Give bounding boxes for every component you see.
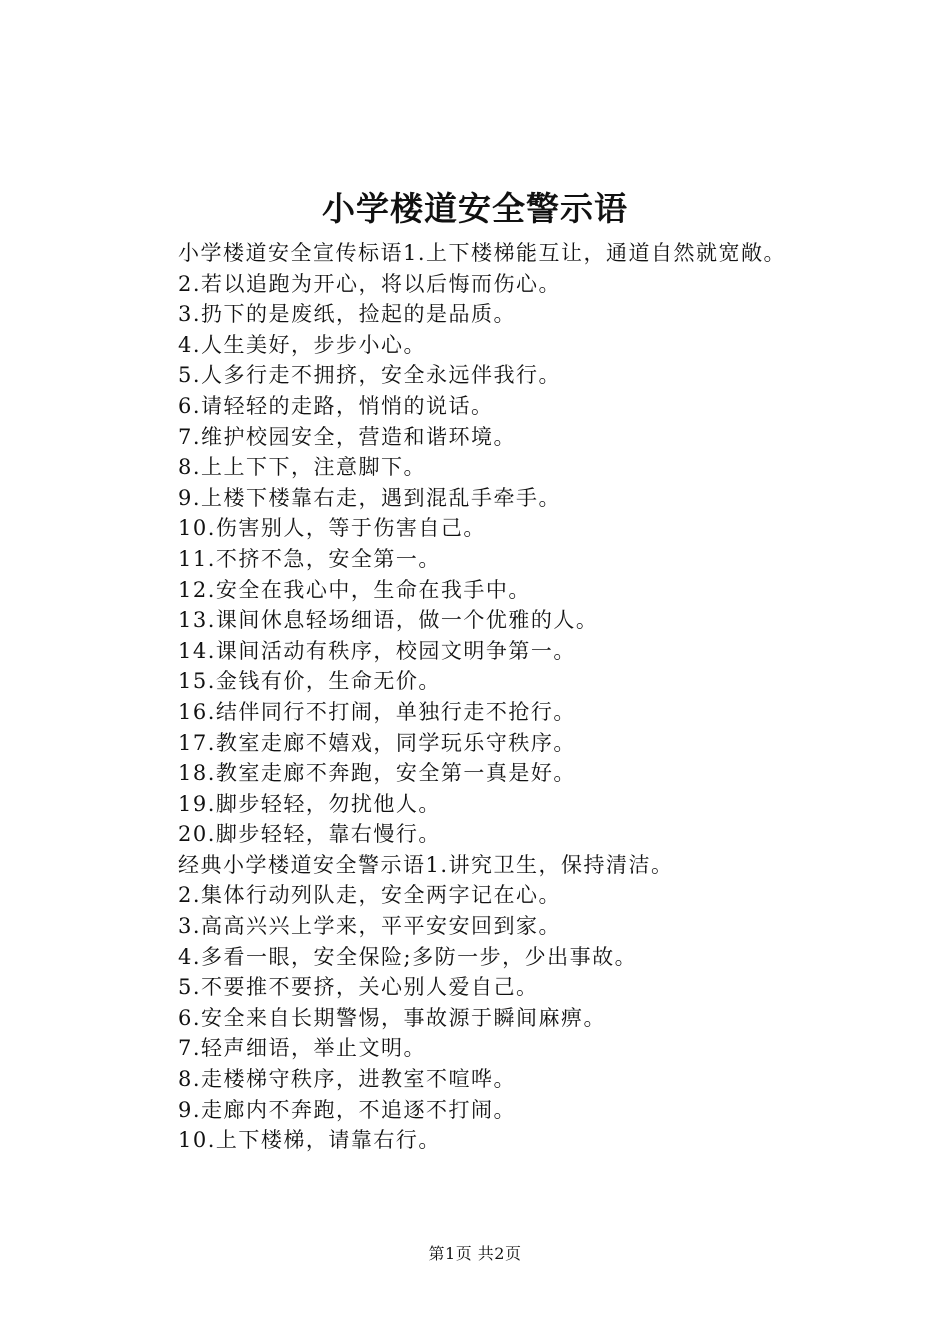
slogan-line: 14.课间活动有秩序，校园文明争第一。 <box>178 638 576 663</box>
slogan-line: 10.伤害别人，等于伤害自己。 <box>178 516 486 541</box>
slogan-line: 16.结伴同行不打闹，单独行走不抢行。 <box>178 699 576 724</box>
slogan-line: 17.教室走廊不嬉戏，同学玩乐守秩序。 <box>178 730 576 755</box>
slogan-line: 8.走楼梯守秩序，进教室不喧哗。 <box>178 1067 517 1092</box>
slogan-line: 3.高高兴兴上学来，平平安安回到家。 <box>178 914 562 939</box>
slogan-line: 5.人多行走不拥挤，安全永远伴我行。 <box>178 363 562 388</box>
page-footer: 第1页 共2页 <box>428 1244 522 1263</box>
slogan-line: 2.集体行动列队走，安全两字记在心。 <box>178 883 562 908</box>
slogan-line: 9.走廊内不奔跑，不追逐不打闹。 <box>178 1097 517 1122</box>
slogan-line: 18.教室走廊不奔跑，安全第一真是好。 <box>178 761 576 786</box>
slogan-line: 6.安全来自长期警惕，事故源于瞬间麻痹。 <box>178 1005 607 1030</box>
slogan-line: 15.金钱有价，生命无价。 <box>178 669 441 694</box>
slogan-line: 4.多看一眼，安全保险;多防一步，少出事故。 <box>178 944 638 969</box>
slogan-line: 19.脚步轻轻，勿扰他人。 <box>178 791 441 816</box>
slogan-line: 8.上上下下，注意脚下。 <box>178 455 427 480</box>
slogan-line: 2.若以追跑为开心，将以后悔而伤心。 <box>178 271 562 296</box>
slogan-line: 5.不要推不要挤，关心别人爱自己。 <box>178 975 539 1000</box>
slogan-line: 7.轻声细语，举止文明。 <box>178 1036 427 1061</box>
page-title: 小学楼道安全警示语 <box>322 189 628 228</box>
slogan-line: 3.扔下的是废纸，捡起的是品质。 <box>178 302 517 327</box>
slogan-line: 12.安全在我心中，生命在我手中。 <box>178 577 531 602</box>
slogan-line: 7.维护校园安全，营造和谐环境。 <box>178 424 517 449</box>
slogan-line: 4.人生美好，步步小心。 <box>178 332 427 357</box>
slogan-line: 9.上楼下楼靠右走，遇到混乱手牵手。 <box>178 485 562 510</box>
slogan-line: 13.课间休息轻场细语，做一个优雅的人。 <box>178 608 599 633</box>
document-body <box>128 238 834 1156</box>
slogan-line: 10.上下楼梯，请靠右行。 <box>178 1128 441 1153</box>
slogan-line: 6.请轻轻的走路，悄悄的说话。 <box>178 393 494 418</box>
slogan-line: 20.脚步轻轻，靠右慢行。 <box>178 822 441 847</box>
slogan-line: 11.不挤不急，安全第一。 <box>178 546 441 571</box>
intro-paragraph: 小学楼道安全宣传标语1.上下楼梯能互让，通道自然就宽敞。 <box>178 241 787 265</box>
section-heading-line: 经典小学楼道安全警示语1.讲究卫生，保持清洁。 <box>178 852 674 877</box>
